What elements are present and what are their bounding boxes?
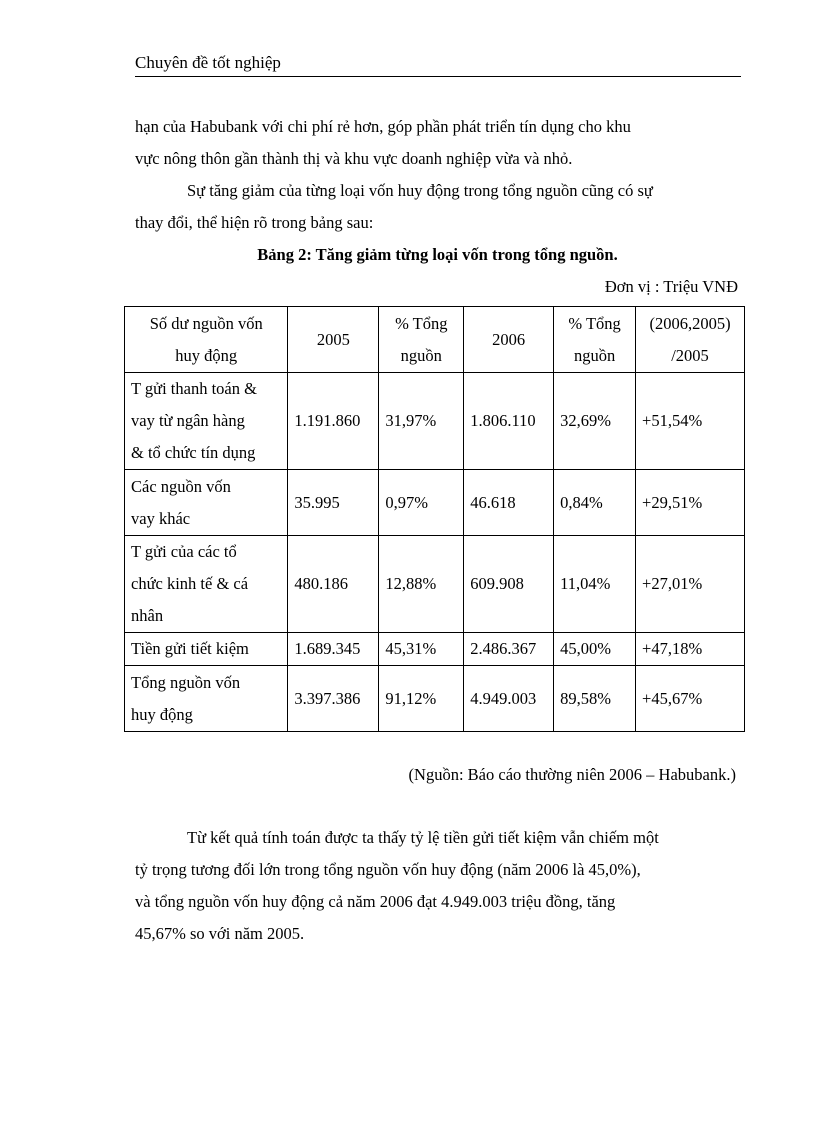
cell-value-2006: 609.908	[464, 536, 554, 633]
table-row	[125, 633, 745, 666]
table-caption: Bảng 2: Tăng giảm từng loại vốn trong tổng nguồn.	[257, 245, 618, 264]
cell-percent-2005: 0,97%	[379, 470, 464, 536]
row-label: Tổng nguồn vốn huy động	[125, 666, 288, 732]
cell-value-2006: 4.949.003	[464, 666, 554, 732]
row-label: Các nguồn vốn vay khác	[125, 470, 288, 536]
header-divider	[135, 76, 741, 77]
cell-change: +27,01%	[636, 536, 745, 633]
conclusion-paragraph	[135, 822, 740, 950]
header-cell: 2006	[464, 307, 554, 373]
cell-value-2005: 35.995	[288, 470, 379, 536]
cell-percent-2006: 45,00%	[554, 633, 636, 666]
cell-value-2005: 1.191.860	[288, 373, 379, 470]
intro-line-4: thay đổi, thể hiện rõ trong bảng sau:	[135, 213, 374, 232]
header-cell: Số dư nguồn vốn huy động	[125, 307, 288, 373]
conclusion-line-3: và tổng nguồn vốn huy động cả năm 2006 đạt 4.949.003 triệu đồng, tăng	[135, 892, 616, 911]
cell-percent-2005: 12,88%	[379, 536, 464, 633]
cell-value-2005: 480.186	[288, 536, 379, 633]
header-cell: (2006,2005) /2005	[636, 307, 745, 373]
cell-change: +45,67%	[636, 666, 745, 732]
capital-table	[124, 306, 745, 732]
cell-value-2005: 3.397.386	[288, 666, 379, 732]
cell-percent-2005: 45,31%	[379, 633, 464, 666]
cell-percent-2006: 0,84%	[554, 470, 636, 536]
table-row	[125, 536, 745, 633]
page-header-title: Chuyên đề tốt nghiệp	[135, 53, 281, 72]
cell-value-2005: 1.689.345	[288, 633, 379, 666]
cell-value-2006: 2.486.367	[464, 633, 554, 666]
cell-change: +29,51%	[636, 470, 745, 536]
table-header-row	[125, 307, 745, 373]
header-cell: 2005	[288, 307, 379, 373]
conclusion-line-1: Từ kết quả tính toán được ta thấy tỷ lệ tiền gửi tiết kiệm vẫn chiếm một	[187, 828, 659, 847]
row-label: T gửi thanh toán & vay từ ngân hàng & tổ chức tín dụng	[125, 373, 288, 470]
intro-line-2: vực nông thôn gần thành thị và khu vực doanh nghiệp vừa và nhỏ.	[135, 149, 573, 168]
intro-line-3: Sự tăng giảm của từng loại vốn huy động trong tổng nguồn cũng có sự	[187, 181, 653, 200]
header-cell: % Tổng nguồn	[379, 307, 464, 373]
table-source-note: (Nguồn: Báo cáo thường niên 2006 – Habubank.)	[408, 765, 736, 784]
table-row	[125, 666, 745, 732]
row-label: T gửi của các tổ chức kinh tế & cá nhân	[125, 536, 288, 633]
intro-line-1: hạn của Habubank với chi phí rẻ hơn, góp phần phát triển tín dụng cho khu	[135, 117, 631, 136]
row-label: Tiền gửi tiết kiệm	[125, 633, 288, 666]
header-cell: % Tổng nguồn	[554, 307, 636, 373]
table-unit: Đơn vị : Triệu VNĐ	[604, 277, 738, 296]
conclusion-line-4: 45,67% so với năm 2005.	[135, 924, 305, 943]
conclusion-line-2: tỷ trọng tương đối lớn trong tổng nguồn vốn huy động (năm 2006 là 45,0%),	[135, 860, 641, 879]
cell-percent-2005: 31,97%	[379, 373, 464, 470]
cell-percent-2006: 89,58%	[554, 666, 636, 732]
table-row	[125, 470, 745, 536]
intro-paragraph	[135, 111, 740, 239]
cell-percent-2006: 11,04%	[554, 536, 636, 633]
cell-percent-2005: 91,12%	[379, 666, 464, 732]
cell-change: +47,18%	[636, 633, 745, 666]
cell-value-2006: 46.618	[464, 470, 554, 536]
cell-percent-2006: 32,69%	[554, 373, 636, 470]
table-row	[125, 373, 745, 470]
cell-value-2006: 1.806.110	[464, 373, 554, 470]
cell-change: +51,54%	[636, 373, 745, 470]
